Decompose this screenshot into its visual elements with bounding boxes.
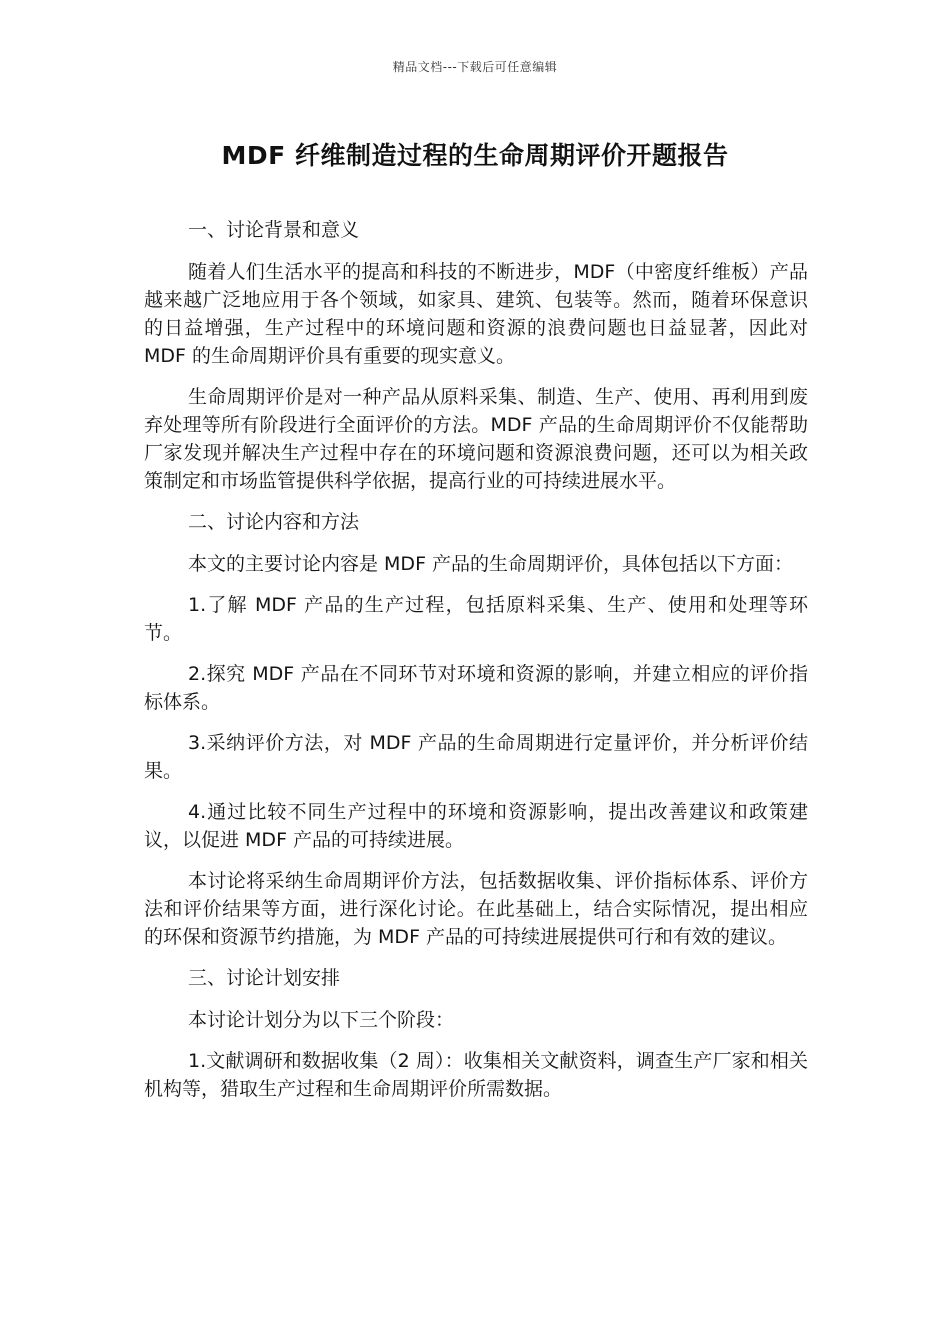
section-heading-plan: 三、讨论计划安排	[188, 967, 341, 989]
paragraph-background-2: 生命周期评价是对一种产品从原料采集、制造、生产、使用、再利用到废弃处理等所有阶段进行全面评价的方法。MDF 产品的生命周期评价不仅能帮助厂家发现并解决生产过程中存在的环境问题和资源浪费问题，还可以为相关政策制定和市场监管提供科学依据，提高行业的可持续进展水平。	[144, 386, 808, 492]
page-header: 精品文档---下载后可任意编辑	[392, 60, 558, 74]
document-title: MDF 纤维制造过程的生命周期评价开题报告	[221, 141, 729, 170]
section-heading-background: 一、讨论背景和意义	[188, 219, 360, 241]
paragraph-method: 本讨论将采纳生命周期评价方法，包括数据收集、评价指标体系、评价方法和评价结果等方面，进行深化讨论。在此基础上，结合实际情况，提出相应的环保和资源节约措施，为 MDF 产品的可持续进展提供可行和有效的建议。	[144, 870, 808, 948]
paragraph-background-1: 随着人们生活水平的提高和科技的不断进步，MDF（中密度纤维板）产品越来越广泛地应用于各个领域，如家具、建筑、包装等。然而，随着环保意识的日益增强，生产过程中的环境问题和资源的浪费问题也日益显著，因此对 MDF 的生命周期评价具有重要的现实意义。	[144, 261, 808, 367]
list-item-content-3: 3.采纳评价方法，对 MDF 产品的生命周期进行定量评价，并分析评价结果。	[144, 732, 808, 782]
section-heading-content-method: 二、讨论内容和方法	[188, 511, 360, 533]
list-item-content-1: 1.了解 MDF 产品的生产过程，包括原料采集、生产、使用和处理等环节。	[144, 594, 808, 644]
document-body	[144, 216, 808, 1116]
list-item-content-2: 2.探究 MDF 产品在不同环节对环境和资源的影响，并建立相应的评价指标体系。	[144, 663, 808, 713]
paragraph-content-intro: 本文的主要讨论内容是 MDF 产品的生命周期评价，具体包括以下方面：	[188, 553, 794, 575]
list-item-plan-1: 1.文献调研和数据收集（2 周）：收集相关文献资料，调查生产厂家和相关机构等，猎取生产过程和生命周期评价所需数据。	[144, 1050, 808, 1100]
paragraph-plan-intro: 本讨论计划分为以下三个阶段：	[188, 1009, 455, 1031]
list-item-content-4: 4.通过比较不同生产过程中的环境和资源影响，提出改善建议和政策建议，以促进 MDF 产品的可持续进展。	[144, 801, 808, 851]
